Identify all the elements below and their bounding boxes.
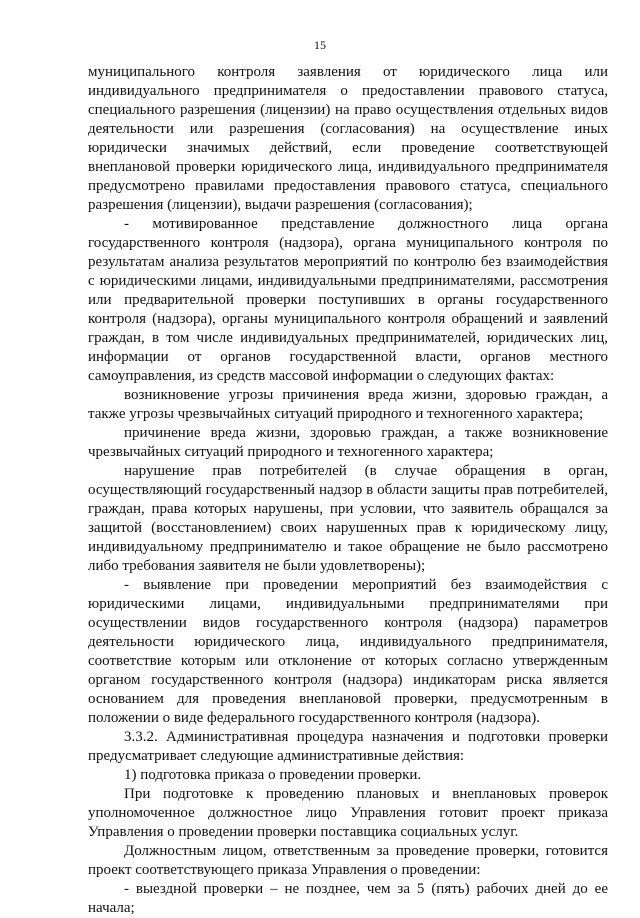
document-body xyxy=(88,63,608,918)
paragraph-risk-indicators: - выявление при проведении мероприятий без взаимодействия с юридическими лицами, индивидуальными предпринимателями при осуществлении видов государственного контроля (надзора) параметров деятельности юридического лица, индивидуального предпринимателя, соответствие которым или отклонение от которых согласно утвержденным органом государственного контроля (надзора) индикаторам риска является основанием для проведения внеплановой проверки, предусмотренным в положении о виде федерального государственного контроля (надзора). xyxy=(88,577,608,726)
paragraph-threat-of-harm: возникновение угрозы причинения вреда жизни, здоровью граждан, а также угрозы чрезвычайных ситуаций природного и техногенного характера; xyxy=(88,387,608,422)
paragraph-inspection-preparation: При подготовке к проведению плановых и внеплановых проверок уполномоченное должностное лицо Управления готовит проект приказа Управления о проведении проверки поставщика социальных услуг. xyxy=(88,786,608,840)
page-number: 15 xyxy=(314,38,326,52)
paragraph-consumer-rights: нарушение прав потребителей (в случае обращения в орган, осуществляющий государственный надзор в области защиты прав потребителей, граждан, права которых нарушены, при условии, что заявитель обращался за защитой (восстановлением) своих нарушенных прав к юридическому лицу, индивидуальному предпринимателю и такое обращение не было рассмотрено либо требования заявителя не были удовлетворены); xyxy=(88,463,608,574)
paragraph-onsite-inspection: - выездной проверки – не позднее, чем за 5 (пять) рабочих дней до ее начала; xyxy=(88,881,608,916)
paragraph-responsible-official: Должностным лицом, ответственным за проведение проверки, готовится проект соответствующего приказа Управления о проведении: xyxy=(88,843,608,878)
paragraph-continuation: муниципального контроля заявления от юридического лица или индивидуального предпринимателя о предоставлении правового статуса, специального разрешения (лицензии) на право осуществления отдельных видов деятельности или разрешения (согласования) на осуществление иных юридически значимых действий, если проведение соответствующей внеплановой проверки юридического лица, индивидуального предпринимателя предусмотрено правилами предоставления правового статуса, специального разрешения (лицензии), выдачи разрешения (согласования); xyxy=(88,64,608,213)
paragraph-motivated-submission: - мотивированное представление должностного лица органа государственного контроля (надзора), органа муниципального контроля по результатам анализа результатов мероприятий по контролю без взаимодействия с юридическими лицами, индивидуальными предпринимателями, рассмотрения или предварительной проверки поступивших в органы государственного контроля (надзора), органы муниципального контроля обращений и заявлений граждан, в том числе индивидуальных предпринимателей, юридических лиц, информации от органов государственной власти, органов местного самоуправления, из средств массовой информации о следующих фактах: xyxy=(88,216,608,384)
paragraph-order-preparation: 1) подготовка приказа о проведении проверки. xyxy=(124,767,422,783)
paragraph-harm-caused: причинение вреда жизни, здоровью граждан, а также возникновение чрезвычайных ситуаций природного и техногенного характера; xyxy=(88,425,608,460)
paragraph-procedure-3-3-2: 3.3.2. Административная процедура назначения и подготовки проверки предусматривает следующие административные действия: xyxy=(88,729,608,764)
